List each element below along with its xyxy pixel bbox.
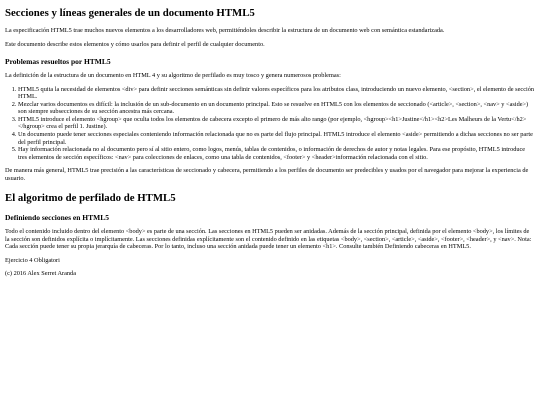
intro-paragraph-2: Este documento describe estos elementos y cómo usarlos para definir el perfil de cualquier documento. bbox=[5, 40, 265, 48]
list-item: 2. Mezclar varios documentos es difícil: la inclusión de un sub-documento en un documento principal. Esto se resuelve en HTML5 con los elementos de seccionado (<article>, <section>, <nav> y <aside>) son siempre subsecciones de su sección ancestra más cercana. bbox=[18, 101, 535, 116]
summary-paragraph: De manera más general, HTML5 trae precisión a las características de seccionado y cabecera, permitiendo a los perfiles de documento ser predecibles y usados por el navegador para mejorar la experiencia de usuario. bbox=[5, 167, 529, 182]
sections-paragraph: Todo el contenido incluido dentro del elemento <body> es parte de una sección. Las secciones en HTML5 pueden ser anidadas. Además de la sección principal, definida por el elemento <body>, los límites de la sección son definidos explícita o implícitamente. Las secciones definidas explícitamente son el contenido definido en las etiquetas <body>, <section>, <article>, <aside>, <footer>, <header>, y <nav>. Nota: Cada sección puede tener su propia jerarquía de cabeceras. Por lo tanto, incluso una sección anidada puede tener un elemento <h1>. Consulte también Definiendo cabeceras en HTML5. bbox=[5, 228, 532, 251]
algorithm-heading: El algoritmo de perfilado de HTML5 bbox=[5, 192, 176, 205]
intro-paragraph: La especificación HTML5 trae muchos nuevos elementos a los desarrolladores web, permitiéndoles describir la estructura de un documento web con semántica estandarizada. bbox=[5, 27, 445, 35]
list-item: 4. Un documento puede tener secciones especiales conteniendo información relacionada que no es parte del flujo principal. HTML5 introduce el elemento <aside> permitiendo a dichas secciones no ser parte del perfil principal. bbox=[18, 131, 535, 146]
problems-list bbox=[5, 86, 535, 161]
list-item: 1. HTML5 quita la necesidad de elementos <div> para definir secciones semánticas sin definir valores específicos para los atributos class, introduciendo un nuevo elemento, <section>, el elemento de sección HTML. bbox=[18, 86, 535, 101]
exercise-label: Ejercicio 4 Obligatori bbox=[5, 256, 60, 264]
problems-heading: Problemas resueltos por HTML5 bbox=[5, 56, 111, 66]
problems-intro: La definición de la estructura de un documento en HTML 4 y su algoritmo de perfilado es muy tosco y genera numerosos problemas: bbox=[5, 72, 341, 80]
list-item: 5. Hay información relacionada no al documento pero sí al sitio entero, como logos, menús, tablas de contenidos, o información de derechos de autor y notas legales. Para ese propósito, HTML5 introduce tres elementos de sección específicos: <nav> para colecciones de enlaces, como una tabla de contenidos, <footer> y <header>información relacionada con el sitio. bbox=[18, 146, 535, 161]
sections-heading: Definiendo secciones en HTML5 bbox=[5, 212, 109, 222]
page-title: Secciones y líneas generales de un documento HTML5 bbox=[5, 7, 255, 19]
list-item: 3. HTML5 introduce el elemento <hgroup> que oculta todos los elementos de cabecera excepto el primero de más alto rango (por ejemplo, <hgroup><h1>Justine</h1><h2>Les Malheurs de la Vertu</h2></hgroup> crea el perfil 1. Justine). bbox=[18, 116, 535, 131]
copyright-footer: (c) 2016 Alex Serret Aranda bbox=[5, 270, 76, 278]
